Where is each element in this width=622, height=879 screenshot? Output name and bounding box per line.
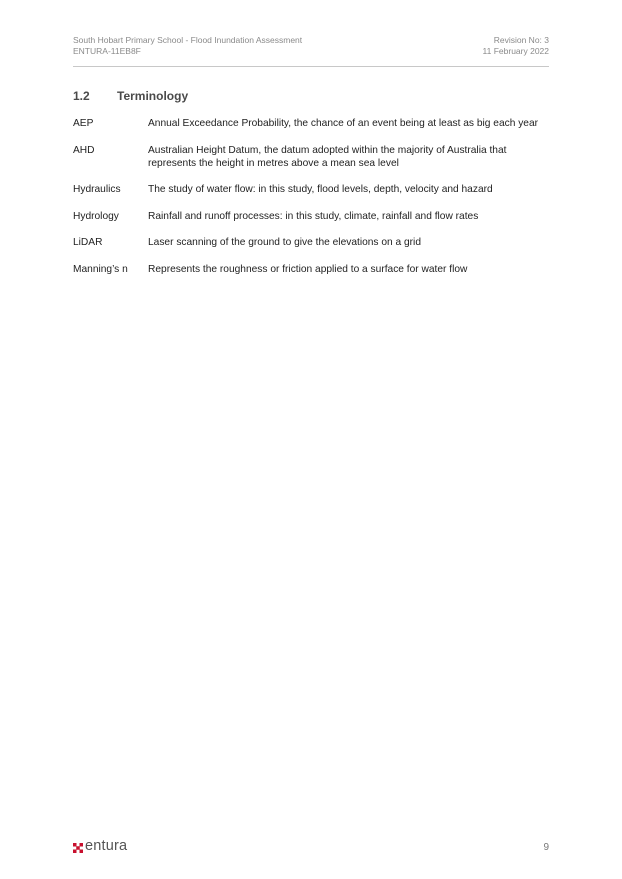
term-row: [73, 263, 551, 276]
term-name: AEP: [73, 118, 94, 129]
term-definition: The study of water flow: in this study, flood levels, depth, velocity and hazard: [148, 184, 493, 195]
page-header: [73, 35, 549, 57]
term-definition: Laser scanning of the ground to give the elevations on a grid: [148, 237, 421, 248]
document-id: ENTURA-11EB8F: [73, 46, 141, 56]
term-name: LiDAR: [73, 237, 103, 248]
term-row: [73, 117, 551, 130]
entura-logo-icon: [73, 841, 83, 851]
document-title: South Hobart Primary School - Flood Inundation Assessment: [73, 35, 303, 45]
term-definition: Represents the roughness or friction applied to a surface for water flow: [148, 263, 468, 275]
term-name: Manning’s n: [73, 263, 128, 275]
section-title: Terminology: [117, 89, 189, 103]
term-definition: Rainfall and runoff processes: in this study, climate, rainfall and flow rates: [148, 210, 479, 222]
term-name: Hydrology: [73, 210, 119, 222]
header-row-2: [73, 46, 549, 57]
term-name: Hydraulics: [73, 184, 121, 195]
terminology-list: [73, 117, 551, 289]
section-number: 1.2: [73, 89, 90, 103]
section-heading: [73, 89, 188, 103]
logo-text: entura: [85, 838, 128, 854]
entura-logo: [73, 838, 127, 854]
document-date: 11 February 2022: [482, 46, 549, 56]
header-divider: [73, 66, 549, 67]
header-row-1: [73, 35, 549, 46]
term-row: [73, 210, 551, 223]
term-definition: Australian Height Datum, the datum adopted within the majority of Australia that represents the height in metres above a mean sea level: [148, 144, 507, 169]
revision-number: Revision No: 3: [493, 35, 549, 45]
term-row: [73, 183, 551, 196]
page-number: 9: [543, 842, 549, 853]
term-row: [73, 144, 551, 170]
term-definition: Annual Exceedance Probability, the chance of an event being at least as big each year: [148, 118, 539, 129]
term-row: [73, 236, 551, 249]
term-name: AHD: [73, 144, 95, 156]
